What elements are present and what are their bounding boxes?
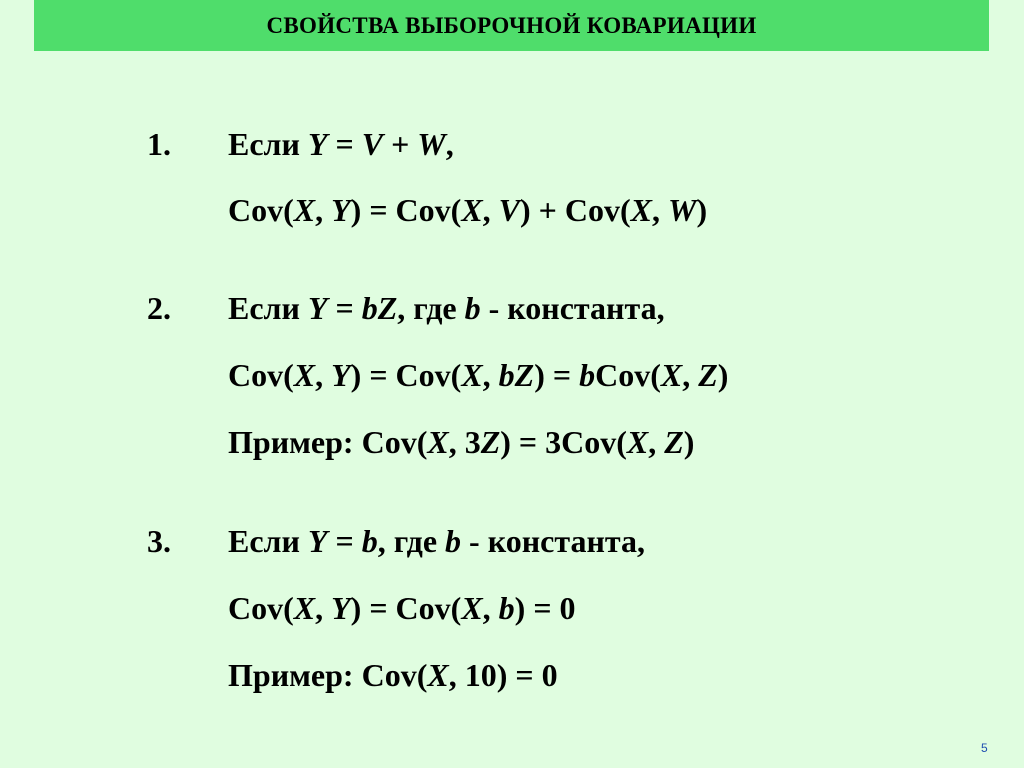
rule-3-line-2: Cov(X, Y) = Cov(X, b) = 0	[228, 590, 576, 626]
rule-2-line-1: Если Y = bZ, где b - константа,	[228, 290, 665, 326]
slide-title: СВОЙСТВА ВЫБОРОЧНОЙ КОВАРИАЦИИ	[266, 12, 757, 38]
rule-3-line-1: Если Y = b, где b - константа,	[228, 523, 646, 559]
rule-3-example: Пример: Cov(X, 10) = 0	[228, 657, 558, 693]
rule-3-number: 3.	[147, 523, 171, 559]
rule-2-number: 2.	[147, 290, 171, 326]
rule-1-line-2: Cov(X, Y) = Cov(X, V) + Cov(X, W)	[228, 192, 708, 228]
rule-2-example: Пример: Cov(X, 3Z) = 3Cov(X, Z)	[228, 424, 695, 460]
title-bar	[34, 0, 989, 51]
rule-1-line-1: Если Y = V + W,	[228, 126, 454, 162]
rule-2-line-2: Cov(X, Y) = Cov(X, bZ) = bCov(X, Z)	[228, 357, 729, 393]
rule-1-number: 1.	[147, 126, 171, 162]
page-number: 5	[981, 741, 988, 755]
